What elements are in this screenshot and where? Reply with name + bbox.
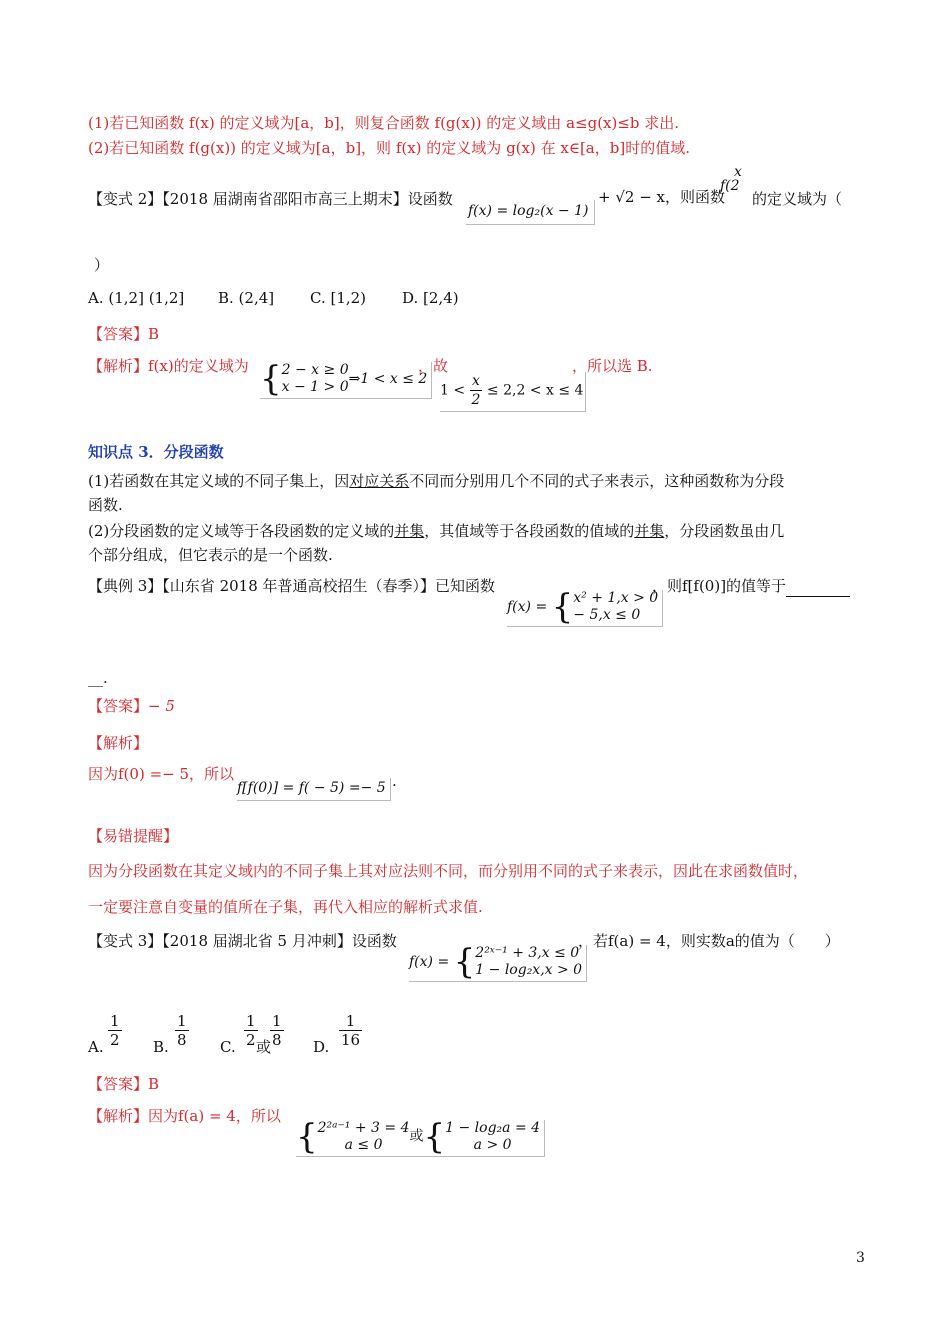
kp3-p2-pre: (2)分段函数的定义域等于各段函数的定义域的 xyxy=(88,522,395,540)
system-a-row-2: a ≤ 0 xyxy=(344,1137,383,1153)
variant2-stem-suffix: 的定义域为（ xyxy=(752,190,843,208)
brace-icon: { xyxy=(296,1117,318,1157)
variant2-analysis-prefix: 【解析】f(x)的定义域为 xyxy=(88,357,249,375)
variant2-option-c: C. [1,2) xyxy=(310,289,367,307)
example3-answer xyxy=(88,695,175,717)
option-d-numerator: 1 xyxy=(339,1012,362,1031)
system-row-2: x − 1 > 0 xyxy=(281,379,349,395)
answer-value: − 5 xyxy=(148,697,175,715)
piece-row-2: − 5,x ≤ 0 xyxy=(573,607,641,623)
system-result: ⇒1 < x ≤ 2 xyxy=(348,371,428,387)
variant2-f-half xyxy=(720,165,742,193)
variant2-function-def: f(x) = log₂(x − 1) xyxy=(466,200,595,225)
systems-or: 或 xyxy=(409,1128,424,1145)
option-c-numerator-1: 1 xyxy=(246,1012,256,1030)
piece-row-2: 1 − log₂x,x > 0 xyxy=(475,962,583,978)
ineq-denominator: 2 xyxy=(471,392,481,408)
option-c-denominator-2: 8 xyxy=(272,1031,282,1049)
kp3-p2-underline-2: 并集 xyxy=(634,522,665,540)
kp3-p1-post: 不同而分别用几个不同的式子来表示，这种函数称为分段 xyxy=(409,472,785,490)
kp3-p2-post: ，分段函数虽由几 xyxy=(664,522,785,540)
kp3-para2-line1 xyxy=(88,520,784,542)
variant2-answer: 【答案】B xyxy=(88,325,160,343)
variant3-analysis: 【解析】因为f(a) = 4，所以 xyxy=(88,1107,281,1125)
option-c-denominator-1: 2 xyxy=(246,1031,256,1049)
system-b-row-1: 1 − log₂a = 4 xyxy=(445,1120,541,1136)
variant2-solved-inequality xyxy=(440,372,586,412)
f-half-numerator: x xyxy=(734,164,742,180)
ineq-right: ≤ 2,2 < x ≤ 4 xyxy=(486,382,584,399)
f-half-f: f( xyxy=(720,178,731,194)
knowledge-point-3-title: 知识点 3．分段函数 xyxy=(88,443,224,461)
option-c-label: C. xyxy=(220,1038,236,1056)
example3-blank-tail: __. xyxy=(88,669,108,687)
variant3-answer: 【答案】B xyxy=(88,1075,160,1093)
rule-2: (2)若已知函数 f(g(x)) 的定义域为[a，b]，则 f(x) 的定义域为 g(x) 在 x∈[a，b]时的值域. xyxy=(88,139,690,157)
brace-icon: { xyxy=(551,587,574,627)
system-a-row-1: 2²ᵃ⁻¹ + 3 = 4 xyxy=(317,1120,410,1136)
example3-result: f[f(0)] = f( − 5) =− 5 xyxy=(237,778,391,801)
variant3-piecewise: f(x) = {2²ˣ⁻¹ + 3,x ≤ 0 1 − log₂x,x > 0 xyxy=(409,945,587,982)
variant3-solution-systems xyxy=(296,1117,545,1157)
variant2-inequality-system xyxy=(260,359,432,399)
system-b-row-2: a > 0 xyxy=(473,1137,512,1153)
kp3-para1-line2: 函数. xyxy=(88,496,123,514)
kp3-p2-mid: ，其值域等于各段函数的值域的 xyxy=(424,522,635,540)
f-half-denominator: 2 xyxy=(730,178,740,194)
variant2-paren-close: ） xyxy=(94,256,110,274)
example3-piecewise: f(x) = {x² + 1,x > 0 − 5,x ≤ 0 xyxy=(507,590,663,627)
warning-title: 【易错提醒】 xyxy=(88,827,179,845)
variant2-stem-prefix: 【变式 2】【2018 届湖南省邵阳市高三上期末】设函数 xyxy=(88,190,453,208)
example3-stem-suffix xyxy=(652,575,850,597)
example3-because: 因为f(0) =− 5，所以 xyxy=(88,765,235,783)
example3-question: ，则f[f(0)]的值等于 xyxy=(652,577,787,595)
warning-line1: 因为分段函数在其定义域内的不同子集上其对应法则不同，而分别用不同的式子来表示，因此在求函数值时， xyxy=(88,862,809,880)
warning-line2: 一定要注意自变量的值所在子集，再代入相应的解析式求值. xyxy=(88,898,483,916)
option-b-denominator: 8 xyxy=(177,1031,187,1049)
variant2-option-a: A. (1,2] (1,2] xyxy=(88,289,185,307)
option-a-label: A. xyxy=(88,1038,104,1056)
variant2-conclusion: ，所以选 B. xyxy=(572,357,653,375)
piece-row-1: x² + 1,x > 0 xyxy=(573,590,659,606)
kp3-p1-pre: (1)若函数在其定义域的不同子集上，因 xyxy=(88,472,350,490)
variant2-option-d: D. [2,4) xyxy=(402,289,459,307)
answer-blank xyxy=(786,580,850,597)
kp3-para2-line2: 个部分组成，但它表示的是一个函数. xyxy=(88,546,333,564)
example3-stem-prefix: 【典例 3】【山东省 2018 年普通高校招生（春季）】已知函数 xyxy=(88,577,496,595)
brace-icon: { xyxy=(453,942,476,982)
option-b-label: B. xyxy=(153,1038,169,1056)
example3-analysis-label: 【解析】 xyxy=(88,734,149,752)
kp3-p1-underline: 对应关系 xyxy=(349,472,410,490)
option-a-numerator: 1 xyxy=(110,1012,120,1030)
system-row-1: 2 − x ≥ 0 xyxy=(281,362,349,378)
page-number: 3 xyxy=(856,1250,865,1266)
ineq-numerator: x xyxy=(470,372,483,391)
option-c-or: 或 xyxy=(256,1038,272,1056)
variant2-gu: ，故 xyxy=(418,357,449,375)
option-d-label: D. xyxy=(313,1038,330,1056)
kp3-p2-underline-1: 并集 xyxy=(394,522,425,540)
kp3-para1-line1 xyxy=(88,470,784,492)
variant2-option-b: B. (2,4] xyxy=(218,289,275,307)
variant3-stem-suffix: ，若f(a) = 4，则实数a的值为（ ） xyxy=(578,932,840,950)
piece-row-1: 2²ˣ⁻¹ + 3,x ≤ 0 xyxy=(475,945,580,961)
example3-dot: . xyxy=(392,772,397,790)
ineq-left: 1 < xyxy=(440,382,466,399)
option-d-denominator: 16 xyxy=(341,1031,361,1049)
brace-icon: { xyxy=(423,1117,446,1157)
rule-1: (1)若已知函数 f(x) 的定义域为[a，b]，则复合函数 f(g(x)) 的定义域由 a≤g(x)≤b 求出. xyxy=(88,114,680,132)
brace-icon: { xyxy=(260,359,282,399)
variant2-sqrt-term: + √2 − x，则函数 xyxy=(598,188,726,206)
option-a-denominator: 2 xyxy=(110,1031,120,1049)
answer-label: 【答案】 xyxy=(88,697,149,715)
variant3-stem-prefix: 【变式 3】【2018 届湖北省 5 月冲刺】设函数 xyxy=(88,932,397,950)
option-c-numerator-2: 1 xyxy=(272,1012,282,1030)
option-b-numerator: 1 xyxy=(177,1012,187,1030)
